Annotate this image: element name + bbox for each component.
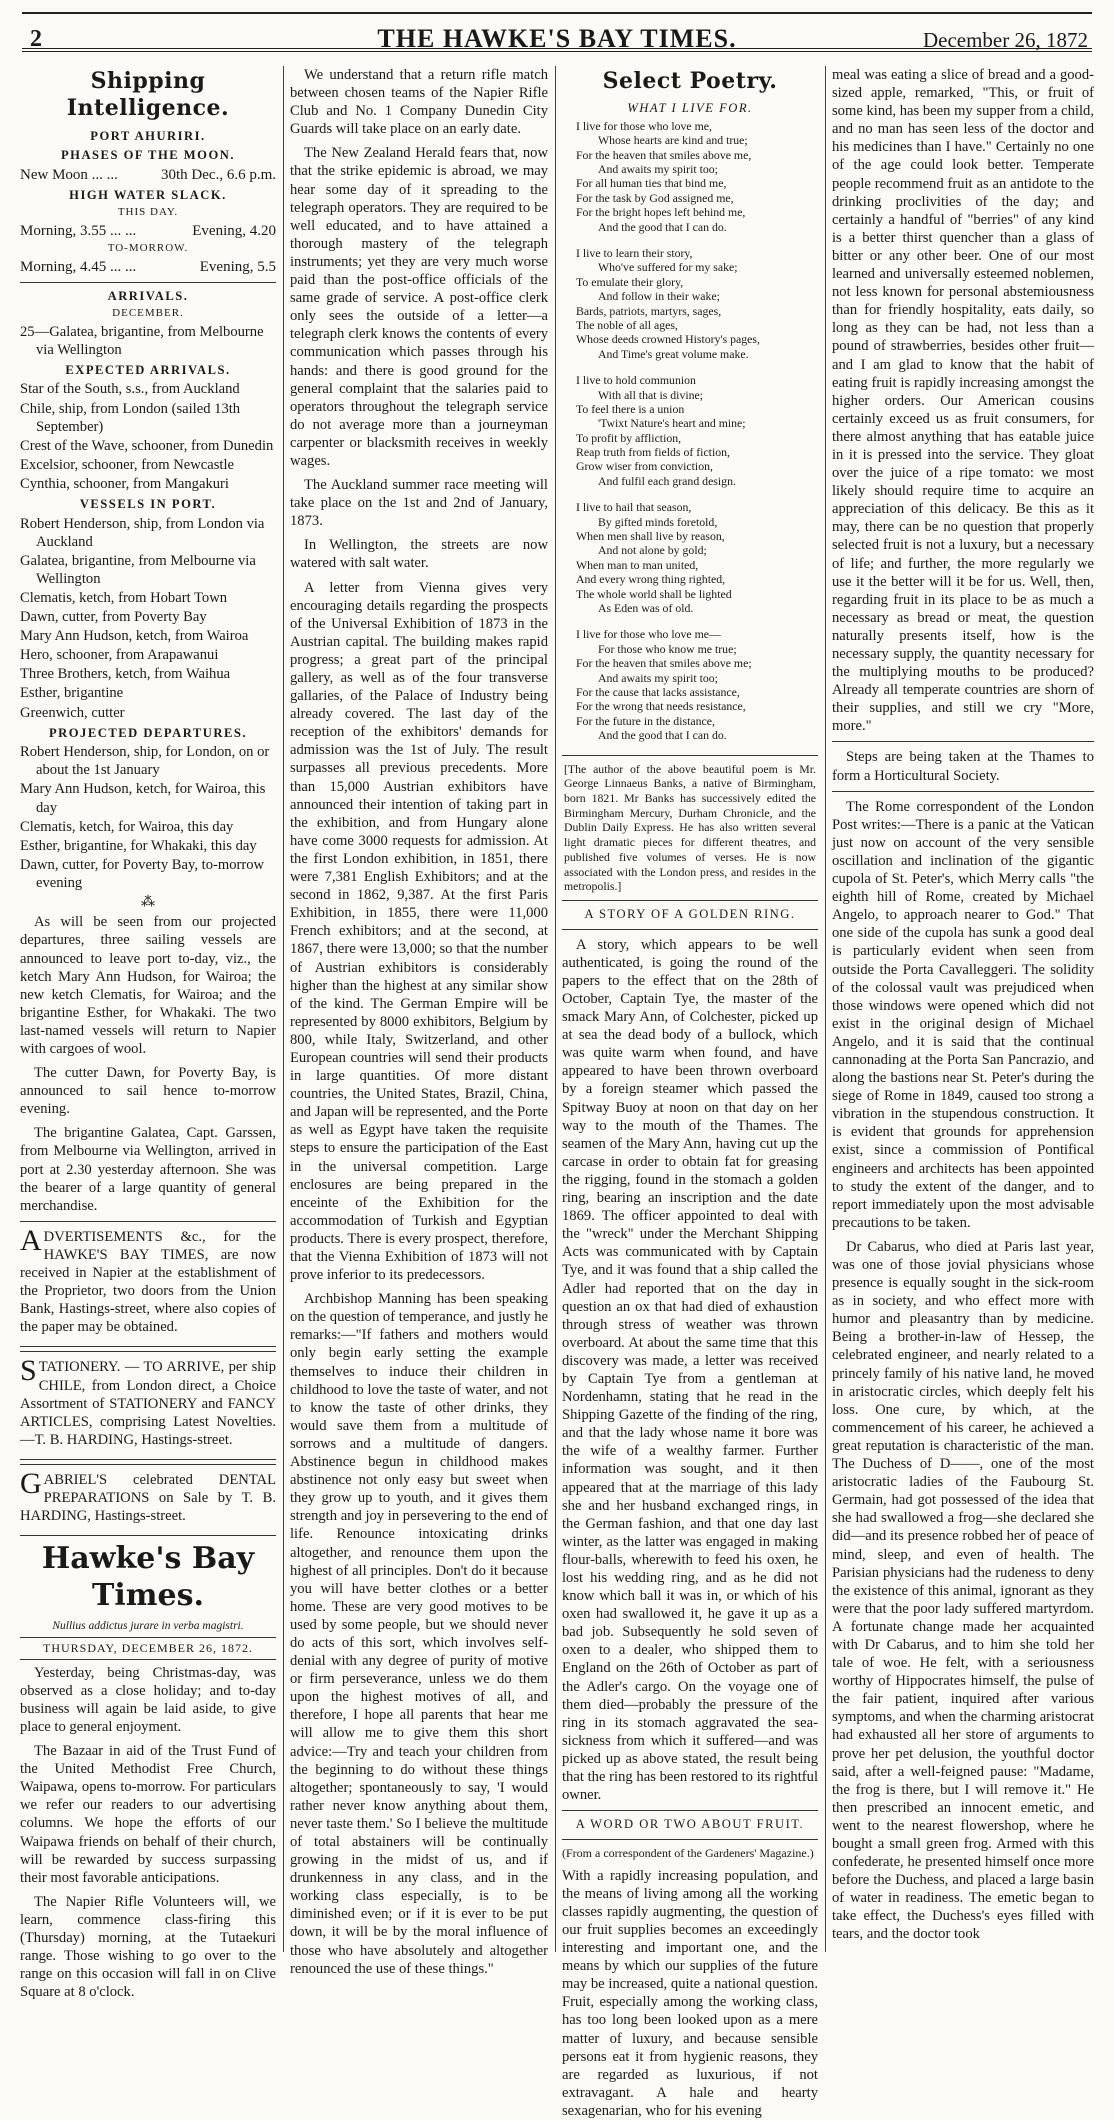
poem-line: To profit by affliction, [576,430,682,445]
poem-line: For all human ties that bind me, [576,176,727,191]
column-3 [562,66,818,2119]
article-paragraph: The New Zealand Herald fears that, now that the strike epidemic is abroad, we may hear some day of it spreading to the telegraph operators. They are required to be well educated, and to have attained a thorough mastery of the telegraph instruments; yet they are very much worse paid than the post-office officials of the same grade of service. A post-office clerk only sees the outside of a letter—a telegraph clerk knows the contents of every communication which passes through his hands: and there is good ground for the general complaint that the salaries paid to operators throughout the telegraph service do not average more than a journeyman carpenter or blacksmith receives in weekly wages. [290,145,548,469]
poem-line: And awaits my spirit too; [598,670,718,685]
masthead-bottom-rule [22,48,1092,52]
moon-label: New Moon ... ... [20,166,118,183]
article-paragraph: The Auckland summer race meeting will take place on the 1st and 2nd of January, 1873. [290,477,548,530]
article-paragraph: The Rome correspondent of the London Post writes:—There is a panic at the Vatican just now on account of the very sensible oscillation and inclination of the gigantic cupola of St. Peter's, which Merry calls "the eighth hill of Rome, created by Michael Angelo, to approach nearer to God." That one side of the cupola has sunk a good deal is particularly evident when seen from outside the Porta Cavalleggeri. The solidity of the colossal vault was prejudiced when those windows were opened which did not exist in the original design of Michael Angelo, and it is said that the continual cannonading at the Porta San Pancrazio, and along the bastions near St. Peter's during the siege of Rome in 1849, caused too strong a vibration in the stupendous construction. It is evident that grounds for apprehension exist, since a commission of Pontifical engineers and architects has been appointed to study the extent of the danger, and to report immediately upon the most advisable precautions to be taken. [832,798,1094,1231]
high-water-heading: HIGH WATER SLACK. [69,188,227,203]
this-day-label: THIS DAY. [117,205,179,218]
poem-stanza [576,246,818,361]
advertisement [20,1221,276,1348]
list-item: Greenwich, cutter [20,704,125,721]
poem-line: For the bright hopes left behind me, [576,205,746,220]
article-paragraph: In Wellington, the streets are now watered with salt water. [290,537,548,572]
article-paragraph: A letter from Vienna gives very encouraging details regarding the prospects of the Universal Exhibition of 1873 in the Austrian capital. The building makes rapid progress; a great part of the principal gallery, as well as of the four transverse gallaries, of the Palace of Industry being already covered. The last day of the reception of the exhibitors' demands for admission was the 1st of July. The result surpasses all previous precedents. More than 15,000 Austrian exhibitors have announced their intention of taking part in the exhibition, and from Hungary alone have come 3000 requests for admission. At the first London exhibition, in 1851, there were 7,381 English Exhibitors; and at the second in 1862, 9,387. At the first Paris Exhibition, in 1855, there were 11,000 French exhibitors; and at the second, at 1867, there were 13,000; so that the number of Austrian exhibitors is considerably higher than the highest at any similar show of the kind. The German Empire will be represented by 8000 exhibitors, Belgium by 800, while Italy, Switzerland, and other European countries will send their products in large quantities. Of more distant countries, the United States, Brazil, China, and Japan will be represented, and the Porte as well as Egypt have taken the requisite steps to ensure the participation of the East in the universal competition. Large enclosures are being prepared in the enceinte of the Exhibition for the accommodation of Turkish and Egyptian products. There is every prospect, therefore, that the Vienna Exhibition of 1873 will not prove inferior to its predecessors. [290,579,548,1284]
tide-evening: Evening, 5.5 [199,258,276,275]
list-item: Three Brothers, ketch, from Waihua [20,666,231,683]
article-paragraph: Dr Cabarus, who died at Paris last year, was one of those jovial physicians whose presence is equally sought in the sick-room as in society, and who effect more with humor and pleasantry than by medicine. Being a brother-in-law of Hessep, the celebrated engineer, and nearly related to a princely family of his native land, he moved in aristocratic circles, which deeply felt his loss. One cure, by which, at the commencement of his career, he achieved a great reputation is characteristic of the man. The Duchess of D——, one of the most aristocratic ladies of the Faubourg St. Germain, had got possessed of the idea that she had swallowed a frog—she declared she did—and its presence robbed her of peace of mind, sleep, and even of health. The Parisian physicians had the rudeness to deny the existence of this animal, ignorant as they were that the poor lady suffered martyrdom. A fortunate change made her acquainted with Dr Cabarus, and to him she told her tale of woe. He felt, with a seriousness worthy of Hippocrates himself, the pulse of the fair patient, inquired after various symptoms, and when the charming aristocrat had exhausted all her store of arguments to prove her pet delusion, the youthful doctor said, after a well-feigned pause: "Madame, the frog is there, but I will remove it." He then prescribed an innocent emetic, and went to the nearest flowershop, where he bought a small green frog. Armed with this confederate, he presented himself once more before the Duchess, and placed a large basin of water in readiness. The emetic began to take effect, the Duchess's eyes filled with tears, and the doctor took [832,1238,1094,1943]
poem-line: Reap truth from fields of fiction, [576,445,730,460]
newspaper-title: THE HAWKE'S BAY TIMES. [377,24,737,53]
list-item: Galatea, brigantine, from Melbourne via Wellington [20,552,256,587]
list-item: Esther, brigantine [20,685,124,702]
poem-line: Who've suffered for my sake; [598,260,738,275]
poem-line: 'Twixt Nature's heart and mine; [598,416,746,431]
column-divider [283,66,284,1952]
tide-morning: Morning, 4.45 ... ... [20,258,137,275]
poem-line: I live for those who love me— [576,627,721,642]
article-source: (From a correspondent of the Gardeners' Magazine.) [562,1845,814,1860]
poem-line: And not alone by gold; [598,543,707,558]
expected-arrivals-heading: EXPECTED ARRIVALS. [65,362,231,377]
advertisement-text: GABRIEL'S celebrated DENTAL PREPARATIONS on Sale by T. B. HARDING, Hastings-street. [20,1466,276,1525]
page-number: 2 [30,26,42,52]
tide-row-tomorrow [20,258,276,277]
divider [832,791,1094,792]
poem-line: To feel there is a union [576,401,685,416]
poem-line: Bards, patriots, martyrs, sages, [576,303,722,318]
list-item: Esther, brigantine, for Whakaki, this day [20,837,257,854]
asterism-divider: ⁂ [141,894,155,910]
tide-evening: Evening, 4.20 [192,222,276,239]
poem-line: I live for those who love me, [576,118,712,133]
tide-morning: Morning, 3.55 ... ... [20,222,137,239]
poem-line: By gifted minds foretold, [598,514,718,529]
column-2 [290,66,548,1977]
article-paragraph: meal was eating a slice of bread and a good-sized apple, remarked, "This, or fruit of some kind, has been my supper from a child, and no man has seen less of the doctor and his medicines than I have." Certainly no one of the age could look better. Temperate people recommend fruit as an antidote to the drinking proclivities of the day; and certainly a handful of "berries" of any kind is a better thirst quencher than a glass of bitter or any other beer. One of our most learned and universally esteemed noblemen, not less known for personal abstemiousness than for friendly hospitality, eats daily, so long as they can be had, not less than a pound of strawberries, besides other fruit—and I am glad to know that the habit of eating fruit is rapidly increasing amongst the higher orders. Our American cousins certainly exceed us as fruit consumers, for there almost anything that has eatable juice in it is pressed into the service. They gloat over the juice of a ripe tomato: we most likely should require time to acquire an appreciation of this delicacy. Be this as it may, there can be no question that properly selected fruit is not a luxury, but a necessary of life; and further, the more regularly we use it the better will it be for us. Well, then, regarding fruit in its place to be as much a necessary as bread or meat, the question naturally presents itself, how is the necessary supply, the quantity necessary for the multiplying mouths to be produced? Already all temperate countries are shorn of their supplies, and still we cry "More, more." [832,67,1094,735]
poem-line: For the heaven that smiles above me, [576,147,752,162]
arrivals-heading: ARRIVALS. [107,289,189,304]
advertisement-text: STATIONERY. — TO ARRIVE, per ship CHILE, from London direct, a Choice Assortment of STATIONERY and FANCY ARTICLES, comprising Latest Novelties.—T. B. HARDING, Hastings-street. [20,1354,276,1448]
article-paragraph: Archbishop Manning has been speaking on the question of temperance, and justly he remarks:—"If fathers and mothers would only begin early setting the example themselves to induce their children in childhood to love the taste of water, and not to know the taste of other drinks, they would save them from a multitude of sorrows and a multitude of dangers. Abstinence begun in childhood makes abstinence not only easy but sweet when they grow up to youth, and it gives them strength and joy in persevering to the end of life. Renounce intoxicating drinks altogether, and renounce them upon the highest of all principles. Don't do it because you will have better clothes or a better home. These are very good motives to be used by some people, but we should never do acts of this sort, which involves self-denial with any degree of purity of motive or firm perseverance, unless we do them upon the highest motives of all, and therefore, I hope all parents that hear me will allow me to give them this short advice:—Try and teach your children from the beginning to do without these things altogether; spontaneously to say, 'I would rather never know anything about them, never taste them.' So I believe the multitude of total abstainers will be continually growing in the midst of us, and if drunkenness in any class, and in the working class especially, is to be diminished even; or if it is ever to be put down, it will be by the moral influence of those who have absolutely and altogether renounced the use of these things." [290,1291,548,1977]
poem-line: And Time's great volume make. [598,346,749,361]
article-paragraph: Steps are being taken at the Thames to form a Horticultural Society. [832,749,1094,784]
list-item: Excelsior, schooner, from Newcastle [20,456,235,473]
article-paragraph: The cutter Dawn, for Poverty Bay, is announced to sail hence to-morrow evening. [20,1065,276,1118]
poem-line: And the good that I can do. [598,219,727,234]
poem-line: The whole world shall be lighted [576,586,732,601]
article-paragraph: A story, which appears to be well authenticated, is going the round of the papers to the effect that on the 28th of October, Captain Tye, the master of the smack Mary Ann, of Colchester, picked up at sea the dead body of a bullock, which was quite warm when found, and have appeared to have been thrown overboard by a foreign steamer which passed the Spitway Buoy at noon on that day on her way to the mouth of the Thames. The seamen of the Mary Ann, having cut up the carcase in order to obtain fat for greasing the rigging, found in the stomach a golden ring, bearing an inscription and the date 1869. The officer appointed to deal with the "wreck" under the Merchant Shipping Acts was communicated with by Captain Tye, and it was found that a ship called the Adler had reported that on the day in question an ox that had died of exhaustion through stress of weather was thrown overboard. At about the same time that this discovery was made, a letter was received by Captain Tye from a gentleman at Nordenhamn, stating that he read in the Shipping Gazette of the finding of the ring, and that the lady whose name it bore was the wife of a wealthy farmer. Further information was sought, and it then appeared that at the marriage of this lady she and her husband exchanged rings, in the German fashion, and that one day last winter, as the latter was engaged in making flour-balls, wherewith to feed his oxen, he lost his wedding ring, and as he did not know which ball it was in, or which of his oxen had swallowed it, he gave it up as a bad job. Subsequently he sold seven of oxen to a dealer, who shipped them to England on the 26th of October as part of the Adler's cargo. On the voyage one of them died—probably the pressure of the ring in its stomach aggravated the sea-sickness from which it suffered—and was picked up as above stated, the result being that the ring has been restored to its rightful owner. [562,936,818,1804]
vessels-in-port-heading: VESSELS IN PORT. [79,496,217,511]
poem-line: When man to man united, [576,557,699,572]
column-1 [20,66,276,2001]
article-paragraph: The Napier Rifle Volunteers will, we learn, commence class-firing this (Thursday) morning, at the Tutaekuri range. Those wishing to go over to the range on this occasion will fall in on Clive Square at 8 o'clock. [20,1893,276,2001]
advertisement-text: ADVERTISEMENTS &c., for the HAWKE'S BAY TIMES, are now received in Napier at the establishment of the Proprietor, two doors from the Union Bank, Hastings-street, where also copies of the paper may be obtained. [20,1223,276,1336]
arrival-item: 25—Galatea, brigantine, from Melbourne via Wellington [20,323,264,358]
list-item: Clematis, ketch, for Wairoa, this day [20,818,234,835]
poem-line: For those who know me true; [598,641,737,656]
poem-line: For the heaven that smiles above me; [576,656,752,671]
poem-line: Whose deeds crowned History's pages, [576,332,760,347]
poem-line: I live to hold communion [576,373,696,388]
list-item: Mary Ann Hudson, ketch, for Wairoa, this day [20,781,266,816]
list-item: Dawn, cutter, from Poverty Bay [20,609,207,626]
list-item: Mary Ann Hudson, ketch, from Wairoa [20,628,249,645]
port-heading: PORT AHURIRI. [90,128,206,143]
divider [562,929,818,930]
list-item: Cynthia, schooner, from Mangakuri [20,475,229,492]
month-label: DECEMBER. [112,307,184,319]
poem-line: With all that is divine; [598,387,704,402]
list-item: Hero, schooner, from Arapawanui [20,647,219,664]
list-item: Robert Henderson, ship, for London, on or about the 1st January [20,744,270,779]
column-4 [832,66,1094,1952]
editorial-date: THURSDAY, DECEMBER 26, 1872. [20,1637,276,1660]
shipping-heading: Shipping Intelligence. [66,68,230,122]
poem-line: And the good that I can do. [598,728,727,743]
poem-line: For the cause that lacks assistance, [576,684,740,699]
poem-author-note: [The author of the above beautiful poem is Mr. George Linnaeus Banks, a native of Birmingham, born 1821. Mr Banks has successively edited the Birmingham Mercury, Durham Chronicle, and the Dublin Daily Express. He has also written several light dramatic pieces for different theatres, and published five volumes of verses. He is now associated with the London press, and resides in the metropolis.] [562,755,818,902]
article-paragraph: Yesterday, being Christmas-day, was observed as a close holiday; and to-day business will again be laid aside, to give place to general enjoyment. [20,1664,276,1735]
moon-time: 30th Dec., 6.6 p.m. [161,166,276,183]
poem-line: And awaits my spirit too; [598,162,718,177]
poem-line: As Eden was of old. [598,600,694,615]
article-paragraph: As will be seen from our projected departures, three sailing vessels are announced to leave port to-day, viz., the ketch Mary Ann Hudson, for Wairoa; the new ketch Clematis, for Wairoa; and the brigantine Esther, for Whakaki. The two last-named vessels will return to Napier with cargoes of wool. [20,914,276,1057]
poetry-heading: Select Poetry. [602,68,778,94]
advertisement [20,1351,276,1459]
list-item: Star of the South, s.s., from Auckland [20,381,240,398]
poem-line: And every wrong thing righted, [576,572,726,587]
poem-line: For the wrong that needs resistance, [576,699,746,714]
article-paragraph: The brigantine Galatea, Capt. Garssen, from Melbourne via Wellington, arrived in port at 2.30 yesterday afternoon. She was the bearer of a large quantity of general merchandise. [20,1125,276,1214]
tide-row-today [20,222,276,241]
divider [20,282,276,283]
poem-line: To emulate their glory, [576,274,684,289]
divider [562,1839,818,1840]
moon-heading: PHASES OF THE MOON. [60,148,236,163]
poem-line: I live to learn their story, [576,246,693,260]
poem-line: When men shall live by reason, [576,529,725,544]
poem-line: For the task by God assigned me, [576,190,734,205]
poem-line: Whose hearts are kind and true; [598,133,748,148]
article-heading: A STORY OF A GOLDEN RING. [584,907,796,922]
poem-stanza [576,500,818,615]
motto: Nullius addictus jurare in verba magistri. [52,1619,244,1632]
masthead-top-rule [22,12,1092,14]
poem-line: The noble of all ages, [576,317,678,332]
article-paragraph: With a rapidly increasing population, and the means of living among all the working classes rapidly augmenting, the question of our fruit supplies becomes an exceedingly interesting and important one, and the means by which our supplies of the future may be increased, quite a national question. Fruit, especially among the working class, has too long been looked upon as a mere matter of luxury, and because sensible persons eat it from hygienic reasons, they are regarded as luxurious, if not extravagant. A hale and hearty sexagenarian, who for his evening [562,1867,818,2119]
article-paragraph: The Bazaar in aid of the Trust Fund of the United Methodist Free Church, Waipawa, opens to-morrow. For particulars we refer our readers to our advertising columns. We hope the efforts of our Waipawa friends on behalf of their church, will be rewarded by success surpassing their most favorable anticipations. [20,1743,276,1886]
projected-departures-heading: PROJECTED DEPARTURES. [48,725,248,740]
poem-stanza [576,373,818,488]
poem-stanza [576,627,818,742]
column-divider [825,66,826,1952]
poem-title: WHAT I LIVE FOR. [627,101,753,116]
moon-row [20,166,276,185]
poem-line: Grow wiser from conviction, [576,459,713,474]
poem-line: I live to hail that season, [576,500,692,515]
poem-line: And fulfil each grand design. [598,473,736,488]
article-heading: A WORD OR TWO ABOUT FRUIT. [575,1817,805,1832]
tomorrow-label: TO-MORROW. [107,242,189,255]
poem-stanza [576,119,818,234]
divider [832,741,1094,742]
masthead [22,8,1092,52]
list-item: Chile, ship, from London (sailed 13th September) [20,400,241,435]
issue-date: December 26, 1872 [922,28,1088,52]
list-item: Crest of the Wave, schooner, from Dunedin [20,437,274,454]
list-item: Dawn, cutter, for Poverty Bay, to-morrow evening [20,856,265,891]
poem [576,119,818,743]
poem-line: For the future in the distance, [576,713,715,728]
list-item: Robert Henderson, ship, from London via Auckland [20,515,265,550]
divider [562,1810,818,1811]
poem-line: And follow in their wake; [598,289,720,304]
article-paragraph: We understand that a return rifle match between chosen teams of the Napier Rifle Club and No. 1 Company Dunedin City Guards will take place on an early date. [290,67,548,138]
list-item: Clematis, ketch, from Hobart Town [20,589,228,606]
column-divider [555,66,556,1952]
editorial-masthead: Hawke's Bay Times. [41,1541,255,1614]
advertisement [20,1464,276,1536]
